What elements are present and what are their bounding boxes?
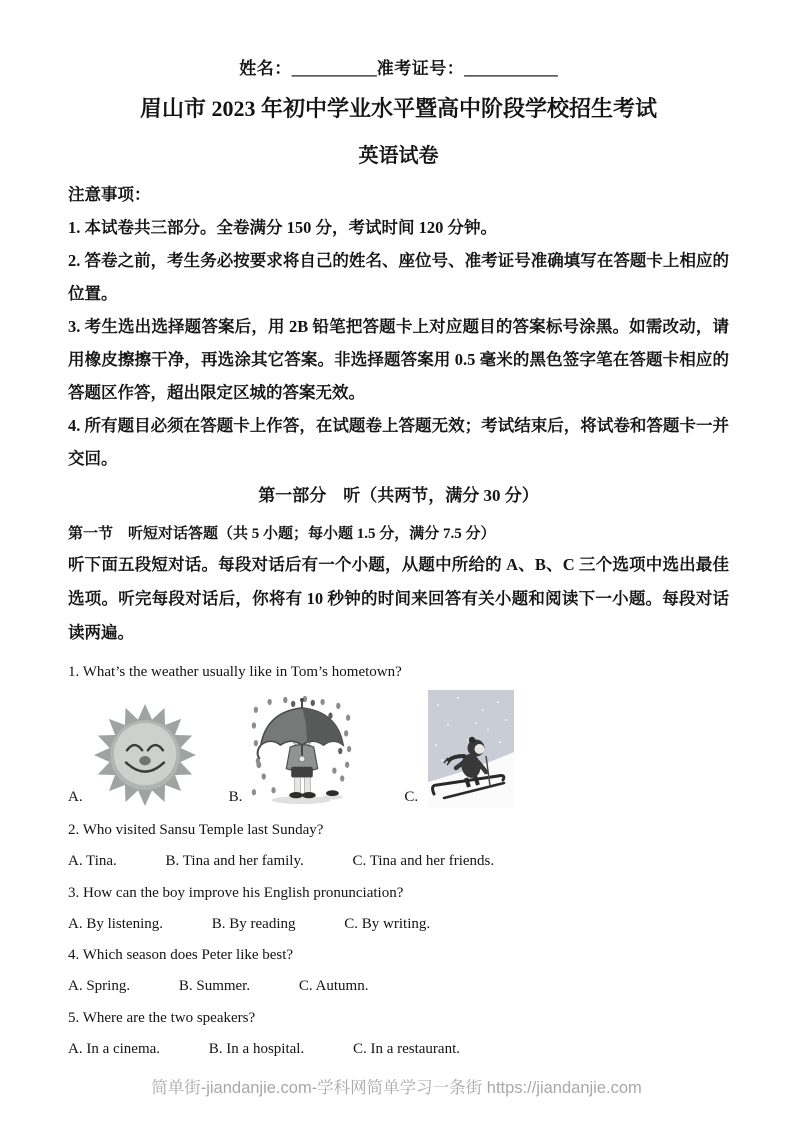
question-3-text: How can the boy improve his English pronunciation? xyxy=(83,884,404,901)
question-5-options xyxy=(68,1040,729,1059)
notice-item-2: 2. 答卷之前，考生务必按要求将自己的姓名、座位号、准考证号准确填写在答题卡上相应的位置。 xyxy=(68,251,729,303)
notice-item-4: 4. 所有题目必须在答题卡上作答，在试题卷上答题无效；考试结束后，将试卷和答题卡一并交回。 xyxy=(68,416,729,468)
footer-watermark: 简单街-jiandanjie.com-学科网简单学习一条街 https://jiandanjie.com xyxy=(151,1079,642,1097)
option-b-label: B. xyxy=(228,789,243,806)
question-4-number: 4. xyxy=(68,947,80,964)
question-5-text: Where are the two speakers? xyxy=(82,1009,256,1026)
exam-no-blank-field: ___________ xyxy=(464,59,558,78)
question-2-options xyxy=(68,852,729,871)
exam-no-label: 准考证号： xyxy=(376,59,465,78)
question-5-number: 5. xyxy=(68,1009,80,1026)
question-1-text: What’s the weather usually like in Tom’s hometown? xyxy=(82,663,402,680)
question-5 xyxy=(68,1009,729,1028)
image-option-b xyxy=(229,696,355,808)
child-umbrella-rain-image xyxy=(250,696,354,808)
question-1-image-options xyxy=(68,690,729,808)
question-3 xyxy=(68,884,729,903)
question-2-number: 2. xyxy=(68,822,80,839)
option-a-label: A. xyxy=(68,789,83,806)
option-b: B. Tina and her family. xyxy=(165,853,304,870)
option-a: A. Spring. xyxy=(68,978,131,995)
smiling-sun-image xyxy=(93,702,197,808)
question-2 xyxy=(68,821,729,840)
question-1-number: 1. xyxy=(68,663,80,680)
question-2-text: Who visited Sansu Temple last Sunday? xyxy=(82,822,324,839)
option-b: B. In a hospital. xyxy=(208,1040,305,1057)
image-option-a xyxy=(68,702,197,808)
section1-instructions: 听下面五段短对话。每段对话后有一个小题，从题中所给的 A、B、C 三个选项中选出最佳选项。听完每段对话后，你将有 10 秒钟的时间来回答有关小题和阅读下一小题。每段对话读两遍。 xyxy=(68,555,729,642)
skiing-snow-image xyxy=(428,690,514,808)
option-a: A. Tina. xyxy=(68,853,117,870)
option-c: C. Autumn. xyxy=(298,978,369,995)
option-c: C. Tina and her friends. xyxy=(352,853,495,870)
page-title: 眉山市 2023 年初中学业水平暨高中阶段学校招生考试 xyxy=(139,96,657,121)
question-4-text: Which season does Peter like best? xyxy=(82,947,294,964)
part1-heading: 第一部分 听（共两节，满分 30 分） xyxy=(258,486,539,505)
name-blank-field: __________ xyxy=(291,59,377,78)
option-c: C. In a restaurant. xyxy=(352,1040,460,1057)
question-1 xyxy=(68,663,729,682)
option-a: A. By listening. xyxy=(68,915,164,932)
notice-item-3: 3. 考生选出选择题答案后，用 2B 铅笔把答题卡上对应题目的答案标号涂黑。如需改动，请用橡皮擦擦干净，再选涂其它答案。非选择题答案用 0.5 毫米的黑色签字笔在答题卡相应的答题区作答，超出限定区城的答案无效。 xyxy=(68,317,729,402)
question-4-options xyxy=(68,977,729,996)
section1-heading: 第一节 听短对话答题（共 5 小题；每小题 1.5 分，满分 7.5 分） xyxy=(68,526,496,543)
image-option-c xyxy=(404,690,514,808)
option-b: B. By reading xyxy=(211,915,296,932)
option-b: B. Summer. xyxy=(178,978,251,995)
notices-section xyxy=(68,178,729,475)
option-a: A. In a cinema. xyxy=(68,1040,161,1057)
paper-subtitle: 英语试卷 xyxy=(358,145,439,167)
option-c: C. By writing. xyxy=(344,915,431,932)
question-3-options xyxy=(68,915,729,934)
question-3-number: 3. xyxy=(68,884,80,901)
notices-heading: 注意事项： xyxy=(68,185,151,204)
option-c-label: C. xyxy=(404,789,419,806)
notice-item-1: 1. 本试卷共三部分。全卷满分 150 分，考试时间 120 分钟。 xyxy=(68,218,497,237)
candidate-info-line xyxy=(68,54,729,79)
name-label: 姓名： xyxy=(239,59,292,78)
question-4 xyxy=(68,946,729,965)
